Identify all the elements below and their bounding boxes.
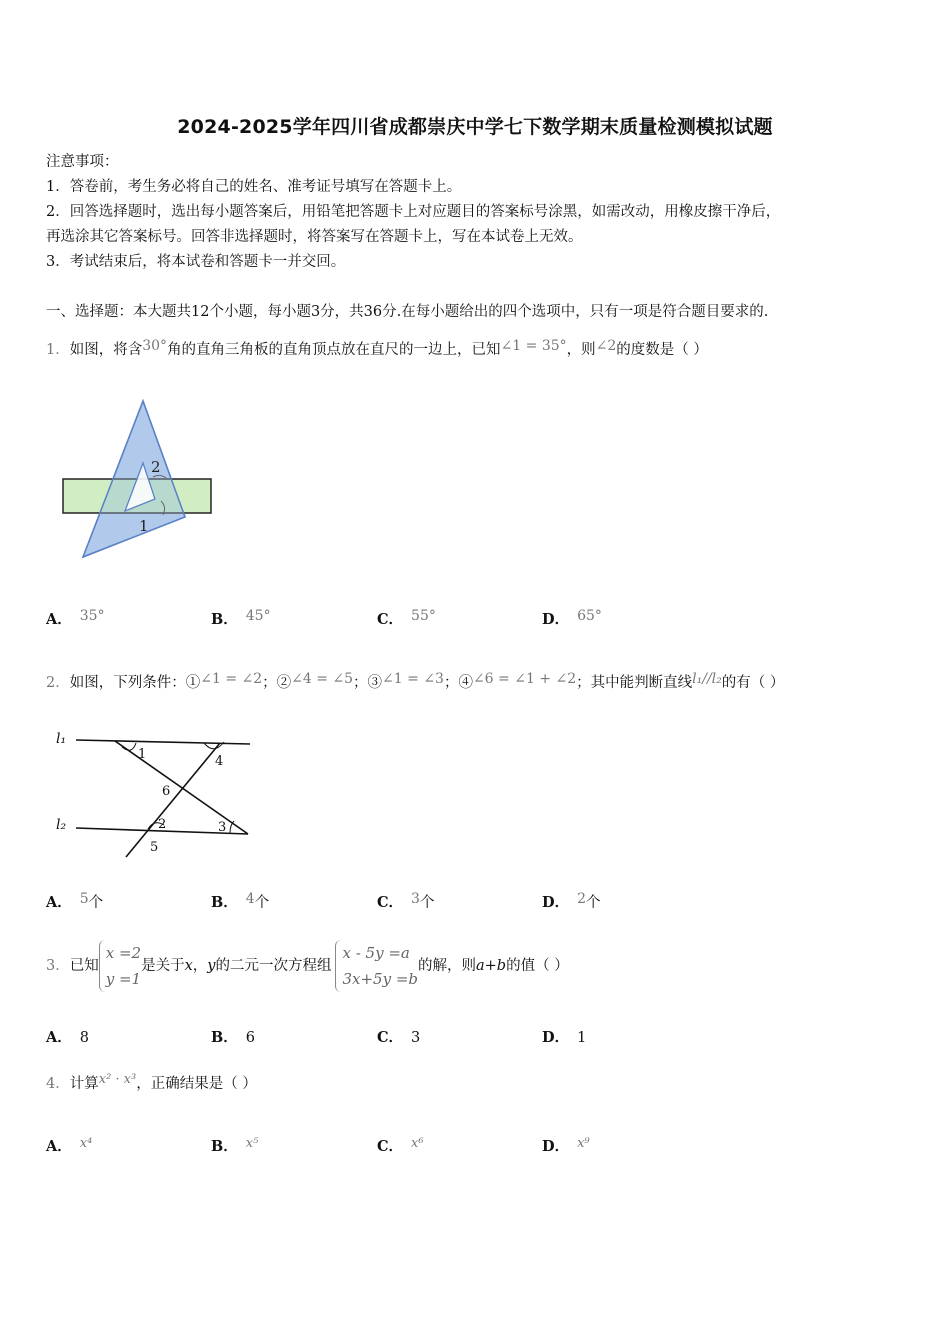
- q1-math-30deg: 30°: [142, 338, 168, 354]
- notice-line-3: 再选涂其它答案标号。回答非选择题时，将答案写在答题卡上，写在本试卷上无效。: [46, 229, 583, 245]
- q3-option-c[interactable]: [377, 1026, 420, 1047]
- option-label: D．: [542, 1138, 570, 1155]
- option-label: C．: [377, 1138, 404, 1155]
- q4-option-b[interactable]: [211, 1135, 258, 1156]
- q1-option-a[interactable]: [46, 608, 105, 629]
- q4-option-d[interactable]: [542, 1135, 590, 1156]
- option-label: D．: [542, 611, 570, 628]
- q3-text-d: 的解，则: [418, 958, 477, 974]
- q1-option-c[interactable]: [377, 608, 436, 629]
- q3-option-d[interactable]: [542, 1026, 586, 1047]
- q2-math-parallel: l₁//l₂: [692, 671, 722, 687]
- q4-option-a[interactable]: [46, 1135, 92, 1156]
- q4-math-expr: x² · x³: [98, 1072, 137, 1087]
- q3-comma: ，: [192, 958, 208, 974]
- q2-fig-angle-2: 2: [158, 817, 167, 832]
- q3-text-a: 已知: [69, 958, 99, 974]
- option-label: A．: [46, 894, 72, 911]
- option-label: C．: [377, 1029, 404, 1046]
- q1-option-b[interactable]: [211, 608, 271, 629]
- option-value: 5: [79, 891, 89, 907]
- option-value: 55°: [411, 608, 436, 624]
- option-label: B．: [211, 1029, 238, 1046]
- option-unit: 个: [254, 895, 270, 911]
- q1-math-angle2: ∠2: [595, 338, 617, 354]
- q1-fig-label-1: 1: [139, 517, 149, 535]
- q3-system-solution: [99, 940, 141, 992]
- q2-text-e: ；其中能判断直线: [576, 675, 693, 691]
- q2-math-cond1: ∠1 = ∠2: [200, 671, 263, 687]
- option-label: C．: [377, 894, 404, 911]
- option-unit: 个: [419, 895, 435, 911]
- q2-option-b[interactable]: [211, 891, 269, 912]
- q4-text-a: 计算: [69, 1076, 99, 1092]
- option-label: B．: [211, 1138, 238, 1155]
- q3-var-y: y: [207, 958, 216, 974]
- q3-option-a[interactable]: [46, 1026, 89, 1047]
- q2-text-c: ；③: [353, 675, 383, 691]
- q3-number: 3．: [46, 958, 70, 974]
- page-title: 2024-2025学年四川省成都崇庆中学七下数学期末质量检测模拟试题: [177, 116, 773, 138]
- q1-text-b: 角的直角三角板的直角顶点放在直尺的一边上，已知: [167, 342, 501, 358]
- q2-fig-angle-6: 6: [162, 784, 171, 799]
- option-value: 1: [577, 1030, 587, 1046]
- q2-math-cond4: ∠6 = ∠1 + ∠2: [472, 671, 577, 687]
- option-label: D．: [542, 894, 570, 911]
- q2-math-cond2: ∠4 = ∠5: [291, 671, 354, 687]
- q2-fig-angle-5: 5: [150, 840, 159, 855]
- q2-option-c[interactable]: [377, 891, 434, 912]
- section-heading: 一、选择题：本大题共12个小题，每小题3分，共36分.在每小题给出的四个选项中，只有一项是符合题目要求的.: [46, 304, 769, 320]
- q2-fig-l2: l₂: [56, 817, 67, 833]
- option-label: C．: [377, 611, 404, 628]
- option-value: 65°: [577, 608, 602, 624]
- option-label: A．: [46, 1138, 72, 1155]
- question-1: [46, 338, 708, 359]
- q1-text-c: ，则: [566, 342, 596, 358]
- q3-sys1-line2: y =1: [105, 970, 142, 988]
- q2-option-d[interactable]: [542, 891, 601, 912]
- option-value: 45°: [245, 608, 271, 624]
- q4-text-b: ，正确结果是（ ）: [136, 1076, 257, 1092]
- q2-figure-parallel-lines: [50, 725, 270, 865]
- option-value: 2: [577, 891, 586, 907]
- notice-heading: 注意事项：: [46, 154, 119, 170]
- q2-option-a[interactable]: [46, 891, 103, 912]
- q3-text-b: 是关于: [141, 958, 185, 974]
- option-label: A．: [46, 1029, 72, 1046]
- q2-text-b: ；②: [262, 675, 292, 691]
- option-value: 3: [411, 891, 420, 907]
- option-value: x⁵: [245, 1136, 259, 1151]
- q1-text-a: 如图，将含: [69, 342, 143, 358]
- option-value: 35°: [79, 608, 105, 624]
- notice-line-2: 2．回答选择题时，选出每小题答案后，用铅笔把答题卡上对应题目的答案标号涂黑，如需改动，用橡皮擦干净后，: [46, 204, 781, 220]
- q2-fig-angle-3: 3: [218, 820, 227, 835]
- q1-text-d: 的度数是（ ）: [616, 342, 708, 358]
- q2-text-a: 如图，下列条件：①: [69, 675, 201, 691]
- option-value: x⁶: [411, 1136, 424, 1151]
- option-value: 8: [79, 1030, 89, 1046]
- option-label: B．: [211, 611, 238, 628]
- q2-number: 2．: [46, 675, 70, 691]
- q3-expr-ab: a+b: [476, 958, 507, 974]
- notice-line-1: 1．答卷前，考生务必将自己的姓名、准考证号填写在答题卡上。: [46, 179, 462, 195]
- q3-sys2-line1: x - 5y =a: [342, 944, 410, 962]
- q3-sys1-line1: x =2: [105, 944, 142, 962]
- option-value: x⁹: [577, 1136, 590, 1151]
- option-value: 3: [411, 1030, 421, 1046]
- question-4: [46, 1072, 257, 1093]
- q4-option-c[interactable]: [377, 1135, 424, 1156]
- q3-sys2-line2: 3x+5y =b: [342, 970, 419, 988]
- option-label: B．: [211, 894, 238, 911]
- q3-text-c: 的二元一次方程组: [215, 958, 332, 974]
- notice-line-4: 3．考试结束后，将本试卷和答题卡一并交回。: [46, 254, 346, 270]
- option-unit: 个: [586, 895, 601, 911]
- option-label: D．: [542, 1029, 570, 1046]
- q2-text-f: 的有（ ）: [721, 675, 785, 691]
- option-value: 4: [245, 891, 255, 907]
- q3-option-b[interactable]: [211, 1026, 255, 1047]
- q2-fig-angle-1: 1: [138, 747, 147, 762]
- q1-figure-triangle-ruler: [55, 395, 220, 565]
- q3-var-x: x: [184, 958, 193, 974]
- option-value: 6: [245, 1030, 255, 1046]
- q3-system-equations: [335, 940, 418, 992]
- q1-fig-label-2: 2: [151, 458, 161, 476]
- option-value: x⁴: [79, 1136, 93, 1151]
- option-label: A．: [46, 611, 72, 628]
- q1-math-angle1: ∠1 = 35°: [500, 338, 567, 354]
- q2-math-cond3: ∠1 = ∠3: [382, 671, 444, 687]
- q1-option-d[interactable]: [542, 608, 602, 629]
- q4-number: 4．: [46, 1076, 70, 1092]
- q3-text-e: 的值（ ）: [506, 958, 569, 974]
- q1-number: 1．: [46, 342, 70, 358]
- question-3: [46, 940, 569, 992]
- q2-fig-l1: l₁: [56, 731, 67, 747]
- q2-text-d: ；④: [443, 675, 473, 691]
- question-2: [46, 671, 784, 692]
- option-unit: 个: [88, 895, 104, 911]
- q2-fig-angle-4: 4: [215, 754, 224, 769]
